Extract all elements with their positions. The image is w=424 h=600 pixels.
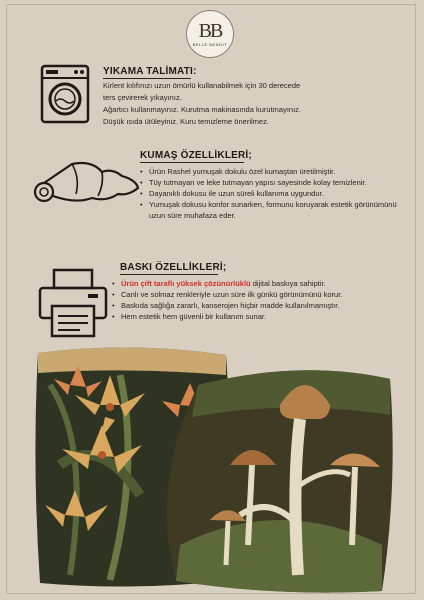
pillows-image bbox=[30, 345, 400, 595]
fabric-list bbox=[140, 166, 400, 221]
fabric-title-underline bbox=[140, 162, 244, 163]
washing-title-underline bbox=[103, 78, 191, 79]
fabric-item: • Yumuşak dokusu konfor sunarken, formunu koruyarak estetik görünümünü uzun süre muhafaza eder. bbox=[140, 199, 400, 221]
print-item bbox=[112, 278, 402, 289]
washing-line: Düşük ısıda ütüleyiniz. Kuru temizleme önerilmez. bbox=[103, 117, 269, 126]
logo-monogram: BB bbox=[198, 20, 222, 42]
washing-machine-icon bbox=[40, 64, 90, 124]
print-highlight: Ürün çift taraflı yüksek çözünürlüklü bbox=[121, 279, 251, 288]
brand-logo bbox=[186, 10, 234, 58]
fabric-item: • Ürün Rashel yumuşak dokulu özel kumaştan üretilmiştir. bbox=[140, 166, 400, 177]
printer-icon bbox=[38, 268, 108, 338]
fabric-item: • Tüy tutmayan ve leke tutmayan yapısı sayesinde kolay temizlenir. bbox=[140, 177, 400, 188]
washing-line: Kirlent kılıfınızı uzun ömürlü kullanabilmek için 30 derecede bbox=[103, 81, 301, 90]
print-title-underline bbox=[120, 274, 218, 275]
washing-title: YIKAMA TALİMATI: bbox=[103, 66, 197, 77]
washing-text bbox=[103, 80, 403, 128]
print-item: • Baskıda sağlığa zararlı, kanserojen hiçbir madde kullanılmamıştır. bbox=[112, 300, 402, 311]
print-item: • Canlı ve solmaz renkleriyle uzun süre ilk günkü görünümünü korur. bbox=[112, 289, 402, 300]
print-item: • Hem estetik hem güvenli bir kullanım sunar. bbox=[112, 311, 402, 322]
print-first-rest: dijital baskıya sahiptir. bbox=[252, 279, 326, 288]
print-list bbox=[112, 278, 402, 322]
fabric-roll-icon bbox=[32, 158, 142, 206]
washing-line: Ağartıcı kullanmayınız. Kurutma makinasında kurutmayınız. bbox=[103, 105, 301, 114]
logo-brand-name: BELLE BENOIT bbox=[192, 42, 228, 47]
print-title: BASKI ÖZELLİKLERİ; bbox=[120, 262, 227, 273]
fabric-title: KUMAŞ ÖZELLİKLERİ; bbox=[140, 150, 252, 161]
fabric-item: • Dayanıklı dokusu ile uzun süreli kullanıma uygundur. bbox=[140, 188, 400, 199]
mushroom-pillow bbox=[167, 370, 393, 592]
washing-line: ters çevirerek yıkayınız. bbox=[103, 93, 182, 102]
